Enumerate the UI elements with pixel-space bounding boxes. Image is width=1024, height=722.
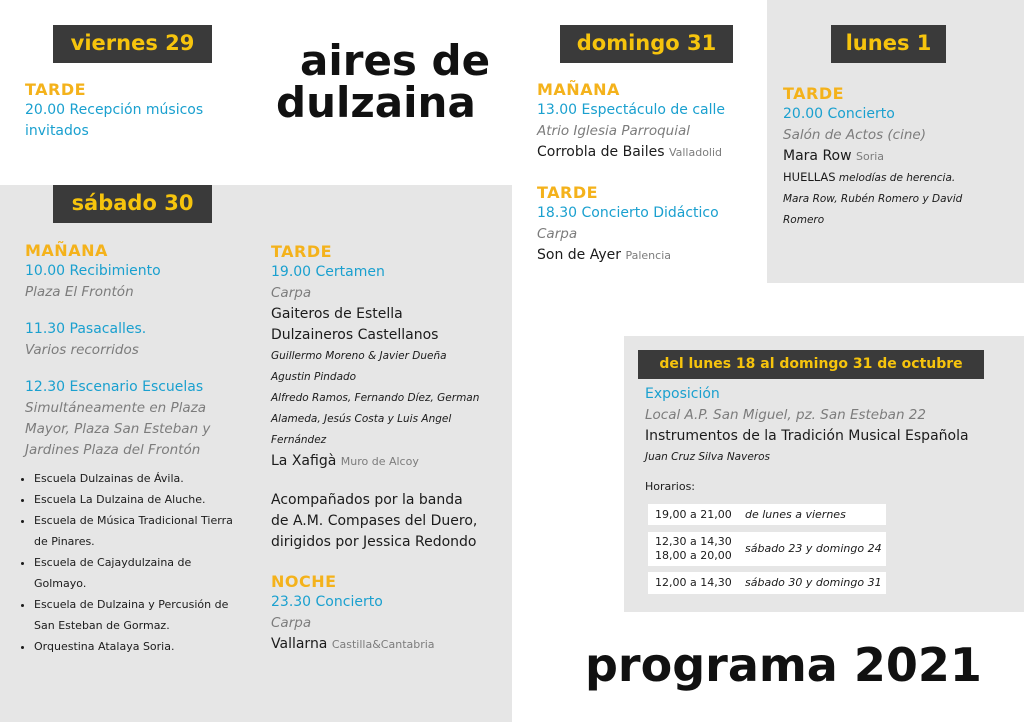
event-place: Salón de Actos (cine) (783, 127, 926, 143)
schedule-days: sábado 23 y domingo 24 (745, 542, 882, 555)
horarios-label: Horarios: (645, 480, 696, 493)
member-names: Fernández (271, 434, 327, 446)
expo-section (645, 384, 969, 497)
member-names: Agustin Pindado (271, 371, 357, 383)
group-title: Vallarna (271, 636, 328, 652)
group-name (271, 451, 479, 472)
event-time-title: 20.00 Recepción músicos (25, 102, 204, 118)
viernes-section (25, 79, 203, 142)
event-time-title: 11.30 Pasacalles. (25, 321, 147, 337)
schedule-days: sábado 30 y domingo 31 (745, 576, 882, 589)
event-time-title: 13.00 Espectáculo de calle (537, 102, 726, 118)
programa-title: programa 2021 (585, 638, 982, 692)
school-item-cont: San Esteban de Gormaz. (34, 619, 170, 632)
event-place: Mayor, Plaza San Esteban y (25, 421, 211, 437)
group-name (537, 142, 725, 163)
event-time-title: 23.30 Concierto (271, 594, 383, 610)
event-place: Carpa (537, 226, 578, 242)
day-pill-domingo: domingo 31 (560, 25, 733, 63)
tarde-label: TARDE (537, 183, 599, 202)
event-place: Plaza El Frontón (25, 284, 134, 300)
event-place: Simultáneamente en Plaza (25, 400, 207, 416)
tarde-label: TARDE (271, 242, 333, 261)
event-time-title: 10.00 Recibimiento (25, 263, 161, 279)
group-name: Dulzaineros Castellanos (271, 327, 439, 343)
sabado-manana-section (25, 240, 210, 461)
group-title: La Xafigà (271, 453, 337, 469)
school-item: • Escuela de Música Tradicional Tierra (34, 510, 233, 531)
group-name (537, 245, 719, 266)
credits: Mara Row, Rubén Romero y David (783, 193, 963, 205)
school-item: • Escuela La Dulzaina de Aluche. (34, 489, 233, 510)
school-item: • Escuela de Dulzaina y Percusión de (34, 594, 233, 615)
school-item: • Orquestina Atalaya Soria. (34, 636, 233, 657)
day-pill-lunes: lunes 1 (831, 25, 946, 63)
manana-label: MAÑANA (25, 241, 108, 260)
member-names: Guillermo Moreno & Javier Dueña (271, 350, 447, 362)
expo-date-banner: del lunes 18 al domingo 31 de octubre (638, 350, 984, 379)
show-title (783, 167, 962, 189)
event-place: Atrio Iglesia Parroquial (537, 123, 691, 139)
sabado-noche-section (271, 571, 435, 655)
tarde-label: TARDE (783, 84, 845, 103)
event-place: Jardines Plaza del Frontón (25, 442, 201, 458)
domingo-manana-section (537, 79, 725, 163)
event-title-cont: invitados (25, 123, 89, 139)
noche-label: NOCHE (271, 572, 337, 591)
manana-label: MAÑANA (537, 80, 620, 99)
schedule-time: 18,00 a 20,00 (655, 549, 732, 562)
tarde-label: TARDE (25, 80, 87, 99)
member-names: Alameda, Jesús Costa y Luis Angel (271, 413, 452, 425)
group-name: Gaiteros de Estella (271, 306, 403, 322)
school-item: • Escuela Dulzainas de Ávila. (34, 468, 233, 489)
sabado-tarde-section (271, 241, 479, 553)
schedule-time: 12,00 a 14,30 (655, 576, 732, 589)
group-title: Mara Row (783, 148, 852, 164)
expo-author: Juan Cruz Silva Naveros (645, 451, 770, 463)
group-name (783, 146, 962, 167)
show-subtitle: melodías de herencia. (838, 172, 956, 184)
group-title: Son de Ayer (537, 247, 622, 263)
main-title-line2: dulzaina (276, 78, 476, 127)
group-origin: Valladolid (668, 146, 723, 159)
group-origin: Muro de Alcoy (340, 455, 419, 468)
show-title-bold: HUELLAS (783, 170, 836, 184)
group-name (271, 634, 435, 655)
expo-label: Exposición (645, 386, 720, 402)
main-title-line1: aires de (300, 36, 491, 85)
event-time-title: 12.30 Escenario Escuelas (25, 379, 204, 395)
accompaniment-text: dirigidos por Jessica Redondo (271, 534, 477, 550)
event-place: Carpa (271, 615, 312, 631)
credits: Romero (783, 214, 825, 226)
expo-title: Instrumentos de la Tradición Musical Española (645, 428, 969, 444)
event-time-title: 20.00 Concierto (783, 106, 895, 122)
schedule-time: 19,00 a 21,00 (655, 508, 732, 521)
domingo-tarde-section (537, 182, 719, 266)
event-time-title: 19.00 Certamen (271, 264, 385, 280)
expo-place: Local A.P. San Miguel, pz. San Esteban 22 (645, 407, 926, 423)
day-pill-viernes: viernes 29 (53, 25, 212, 63)
schedule-time: 12,30 a 14,30 (655, 535, 732, 548)
group-origin: Castilla&Cantabria (331, 638, 435, 651)
schedule-days: de lunes a viernes (745, 508, 846, 521)
school-item: • Escuela de Cajaydulzaina de (34, 552, 233, 573)
schedule-row (648, 532, 886, 566)
event-time-title: 18.30 Concierto Didáctico (537, 205, 719, 221)
schools-list (14, 468, 233, 657)
group-origin: Soria (856, 150, 885, 163)
group-title: Corrobla de Bailes (537, 144, 665, 160)
school-item-cont: de Pinares. (34, 535, 95, 548)
schedule-row (648, 572, 886, 594)
school-item-cont: Golmayo. (34, 577, 87, 590)
accompaniment-text: de A.M. Compases del Duero, (271, 513, 478, 529)
member-names: Alfredo Ramos, Fernando Díez, German (271, 392, 480, 404)
group-origin: Palencia (625, 249, 671, 262)
event-place: Carpa (271, 285, 312, 301)
lunes-tarde-section (783, 83, 962, 231)
accompaniment-text: Acompañados por la banda (271, 492, 463, 508)
schedule-row (648, 504, 886, 525)
day-pill-sabado: sábado 30 (53, 185, 212, 223)
event-place: Varios recorridos (25, 342, 139, 358)
